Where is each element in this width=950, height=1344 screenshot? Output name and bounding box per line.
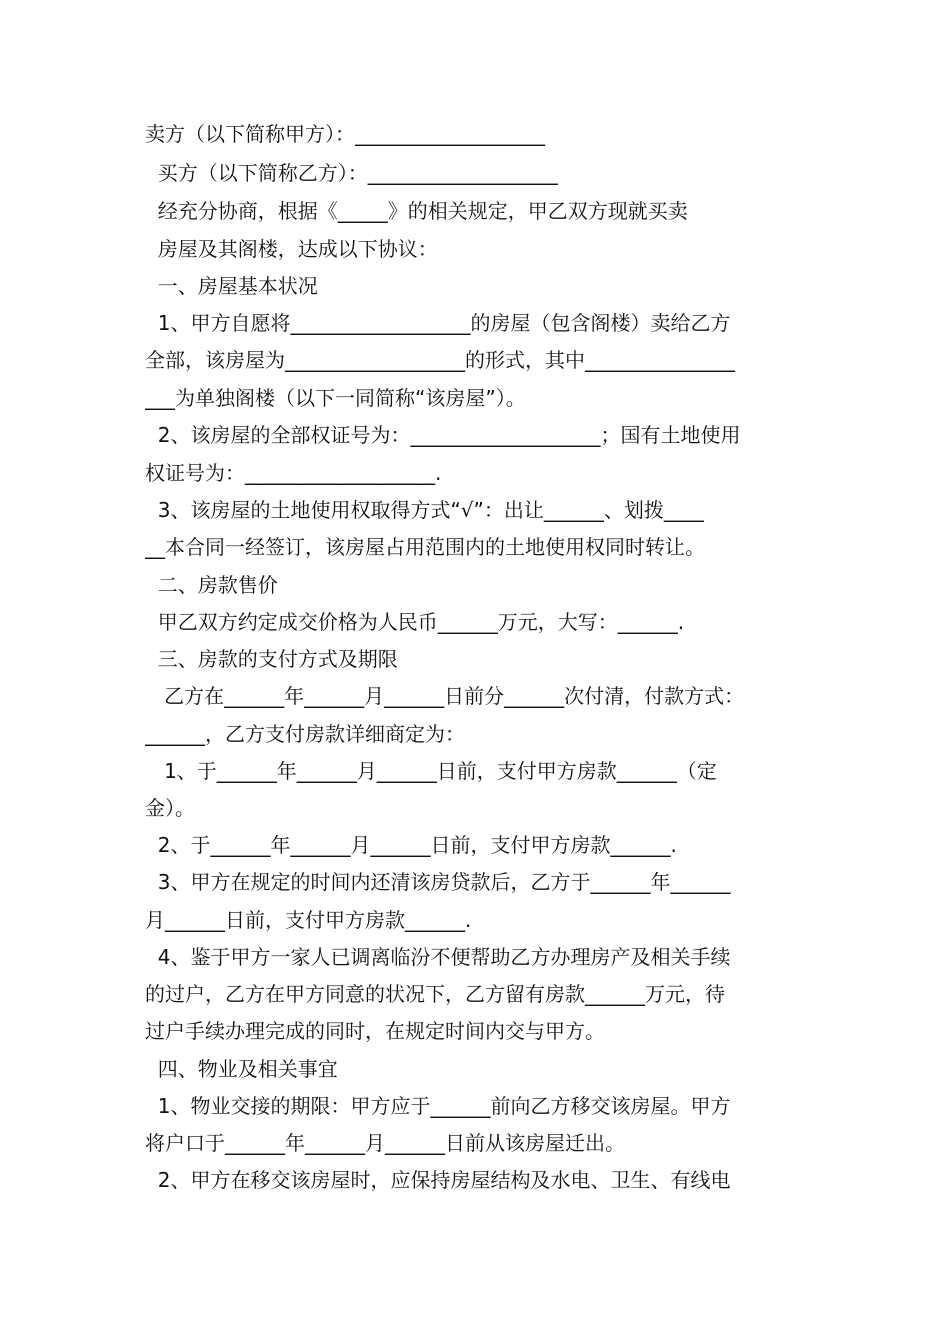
section-2-heading: 二、房款售价 — [145, 573, 278, 597]
payment-line-2: ______，乙方支付房款详细商定为： — [145, 722, 465, 746]
clause-3-1-line-1: 1、于______年______月______日前，支付甲方房款______（定 — [145, 759, 717, 783]
section-1-heading: 一、房屋基本状况 — [145, 274, 318, 298]
clause-1-3-line-1: 3、该房屋的土地使用权取得方式“√”：出让______、划拨____ — [145, 498, 704, 522]
clause-4-2-line-1: 2、甲方在移交该房屋时，应保持房屋结构及水电、卫生、有线电 — [145, 1168, 731, 1192]
price-line: 甲乙双方约定成交价格为人民币______万元，大写：______. — [145, 610, 685, 634]
clause-1-2-line-1: 2、该房屋的全部权证号为：___________________；国有土地使用 — [145, 423, 741, 447]
clause-3-4-line-1: 4、鉴于甲方一家人已调离临汾不便帮助乙方办理房产及相关手续 — [145, 945, 731, 969]
clause-4-1-line-1: 1、物业交接的期限：甲方应于______前向乙方移交该房屋。甲方 — [145, 1094, 731, 1118]
section-3-heading: 三、房款的支付方式及期限 — [145, 647, 398, 671]
clause-3-2: 2、于______年______月______日前，支付甲方房款______. — [145, 833, 677, 857]
preamble-line-1: 经充分协商，根据《_____》的相关规定，甲乙双方现就买卖 — [145, 199, 688, 223]
seller-line: 卖方（以下简称甲方）：___________________ — [145, 122, 545, 146]
clause-1-1-line-3: ___为单独阁楼（以下一同简称“该房屋”）。 — [145, 386, 526, 410]
clause-3-3-line-2: 月______日前，支付甲方房款______. — [145, 908, 472, 932]
payment-line-1: 乙方在______年______月______日前分______次付清，付款方式： — [145, 684, 745, 708]
buyer-line: 买方（以下简称乙方）：___________________ — [145, 161, 558, 185]
clause-1-3-line-2: __本合同一经签订，该房屋占用范围内的土地使用权同时转让。 — [145, 535, 705, 559]
clause-3-4-line-2: 的过户，乙方在甲方同意的状况下，乙方留有房款______万元，待 — [145, 982, 725, 1006]
clause-3-1-line-2: 金）。 — [145, 796, 195, 820]
section-4-heading: 四、物业及相关事宜 — [145, 1057, 338, 1081]
clause-4-1-line-2: 将户口于______年______月______日前从该房屋迁出。 — [145, 1131, 625, 1155]
clause-1-1-line-1: 1、甲方自愿将__________________的房屋（包含阁楼）卖给乙方 — [145, 311, 731, 335]
clause-3-3-line-1: 3、甲方在规定的时间内还清该房贷款后，乙方于______年______ — [145, 870, 731, 894]
preamble-line-2: 房屋及其阁楼，达成以下协议： — [145, 237, 438, 261]
clause-3-4-line-3: 过户手续办理完成的同时，在规定时间内交与甲方。 — [145, 1019, 605, 1043]
clause-1-2-line-2: 权证号为：___________________. — [145, 461, 442, 485]
clause-1-1-line-2: 全部，该房屋为__________________的形式，其中_______________ — [145, 348, 735, 372]
